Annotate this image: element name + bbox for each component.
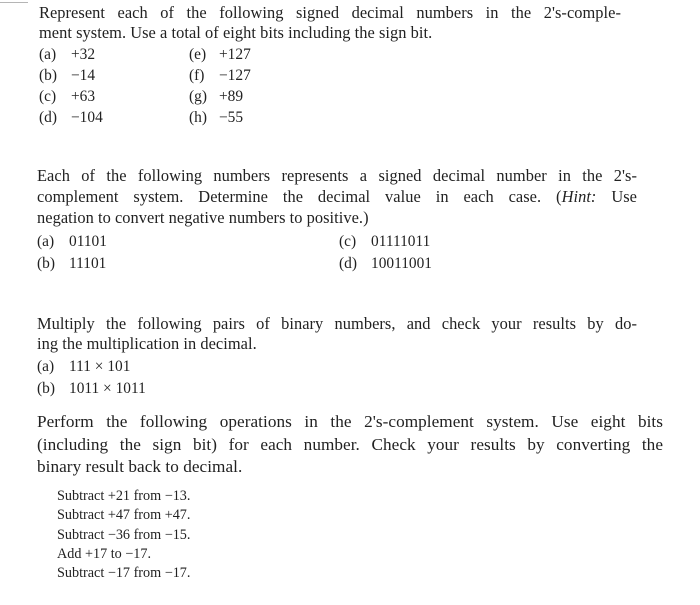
item-value: −104	[71, 109, 103, 126]
item-value: 11101	[69, 255, 107, 272]
item-label: (a)	[39, 46, 57, 63]
item-value: 111 × 101	[69, 358, 131, 375]
problem-3-text-line-1: Multiply the following pairs of binary numbers, and check your results by do-	[37, 314, 637, 333]
item-value: +127	[219, 46, 251, 63]
item-label: (a)	[37, 358, 55, 375]
item-value: −55	[219, 109, 244, 126]
item-value: −14	[71, 67, 96, 84]
hint-label: Hint:	[561, 187, 597, 206]
item-value: 10011001	[371, 255, 432, 272]
operation-4: Add +17 to −17.	[57, 546, 152, 562]
problem-4-text-line-1: Perform the following operations in the 2's-complement system. Use eight bits	[37, 412, 663, 431]
problem-2-text-line-3: negation to convert negative numbers to positive.)	[37, 208, 369, 227]
problem-4-text-line-2: (including the sign bit) for each number. Check your results by converting the	[37, 435, 663, 454]
item-label: (f)	[189, 67, 205, 84]
operation-5: Subtract −17 from −17.	[57, 565, 191, 581]
item-label: (g)	[189, 88, 207, 105]
problem-2-text-line-2-end: Use	[596, 187, 637, 206]
problem-2-text-line-2-main: complement system. Determine the decimal value in each case. (	[37, 187, 562, 206]
problem-2-text-line-1: Each of the following numbers represents a signed decimal number in the 2's-	[37, 166, 637, 185]
item-label: (d)	[39, 109, 57, 126]
item-label: (a)	[37, 233, 55, 250]
problem-2-text-line-2	[37, 187, 637, 208]
item-label: (b)	[37, 380, 55, 397]
item-value: −127	[219, 67, 251, 84]
item-value: +32	[71, 46, 96, 63]
item-value: 01111011	[371, 233, 431, 250]
item-value: 1011 × 1011	[69, 380, 146, 397]
top-edge-line	[0, 2, 28, 3]
item-label: (h)	[189, 109, 207, 126]
item-value: +63	[71, 88, 96, 105]
item-value: 01101	[69, 233, 107, 250]
problem-3-text-line-2: ing the multiplication in decimal.	[37, 334, 257, 353]
item-label: (d)	[339, 255, 357, 272]
item-label: (b)	[39, 67, 57, 84]
item-value: +89	[219, 88, 244, 105]
problem-1-text-line-2: ment system. Use a total of eight bits including the sign bit.	[39, 23, 433, 42]
item-label: (c)	[39, 88, 57, 105]
operation-1: Subtract +21 from −13.	[57, 488, 191, 504]
item-label: (c)	[339, 233, 357, 250]
operation-2: Subtract +47 from +47.	[57, 507, 191, 523]
problem-4-text-line-3: binary result back to decimal.	[37, 457, 243, 476]
item-label: (e)	[189, 46, 207, 63]
operation-3: Subtract −36 from −15.	[57, 527, 191, 543]
problem-1-text-line-1: Represent each of the following signed decimal numbers in the 2's-comple-	[39, 3, 621, 22]
item-label: (b)	[37, 255, 55, 272]
